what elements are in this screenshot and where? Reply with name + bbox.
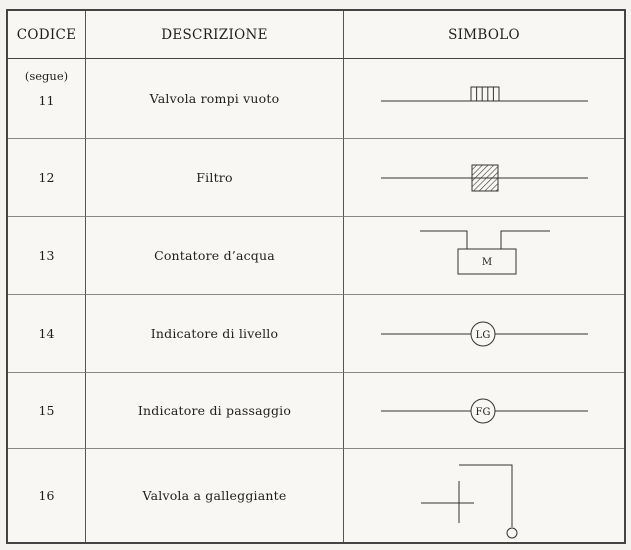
row-code: 15 xyxy=(8,373,86,449)
row-code: 12 xyxy=(8,139,86,217)
water-meter-icon xyxy=(344,217,624,295)
row-description: Contatore d’acqua xyxy=(86,217,344,295)
row-description: Indicatore di livello xyxy=(86,295,344,373)
row-description: Filtro xyxy=(86,139,344,217)
header-symbol: SIMBOLO xyxy=(344,11,624,59)
row-code: 14 xyxy=(8,295,86,373)
meter-label: M xyxy=(481,256,493,268)
row-code: 11 xyxy=(38,93,55,108)
vacuum-breaker-valve-icon xyxy=(344,59,624,139)
float-valve-icon xyxy=(344,449,624,542)
header-description: DESCRIZIONE xyxy=(86,11,344,59)
row-code-cell xyxy=(8,59,86,139)
filter-icon xyxy=(344,139,624,217)
level-indicator-label: LG xyxy=(475,329,491,341)
row-description: Valvola rompi vuoto xyxy=(86,59,344,139)
flow-indicator-label: FG xyxy=(475,406,491,418)
row-description: Indicatore di passaggio xyxy=(86,373,344,449)
continued-label: (segue) xyxy=(24,69,69,83)
level-indicator-icon xyxy=(344,295,624,373)
row-description: Valvola a galleggiante xyxy=(86,449,344,542)
row-code: 16 xyxy=(8,449,86,542)
symbols-table xyxy=(6,9,626,544)
header-code: CODICE xyxy=(8,11,86,59)
flow-indicator-icon xyxy=(344,373,624,449)
row-code: 13 xyxy=(8,217,86,295)
